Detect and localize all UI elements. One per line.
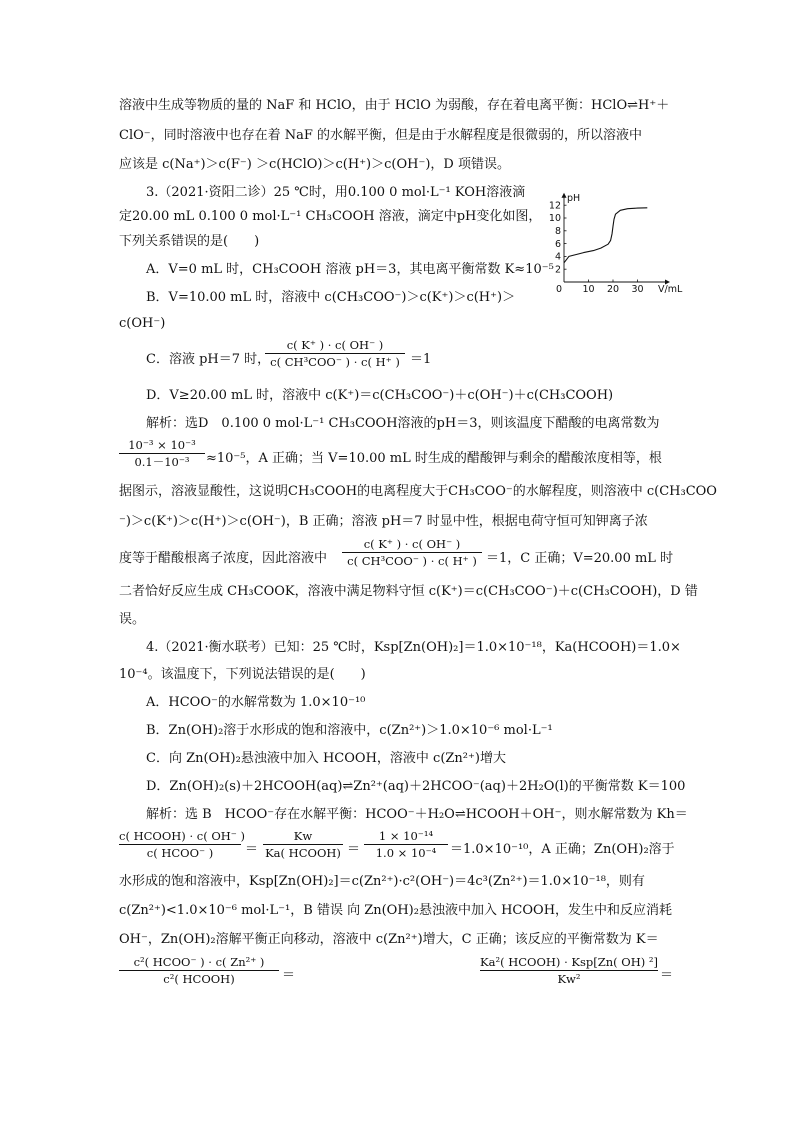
y-axis-label: pH: [567, 192, 581, 204]
y-axis-arrow: [562, 193, 567, 198]
option-b: B．V=10.00 mL 时，溶液中 c(CH₃COO⁻)＞c(K⁺)＞c(H⁺)＞: [146, 290, 516, 305]
text-line: ＝: [282, 968, 296, 983]
fraction-denominator: 0.1－10⁻³: [134, 455, 190, 469]
ph-titration-chart: [548, 188, 683, 296]
y-tick-label: 6: [554, 238, 561, 250]
fraction-numerator: 1 × 10⁻¹⁴: [378, 829, 434, 843]
y-tick-label: 10: [548, 213, 561, 225]
fraction: [342, 537, 482, 568]
fraction-denominator: 1.0 × 10⁻⁴: [375, 846, 437, 860]
fraction-numerator: Ka²( HCOOH) · Ksp[Zn( OH) ²]: [480, 955, 658, 969]
text-line: ⁻)＞c(K⁺)＞c(H⁺)＞c(OH⁻)，B 正确；溶液 pH＝7 时显中性，根据电荷守恒可知钾离子浓: [119, 514, 648, 529]
fraction-denominator: c²( HCOOH): [163, 972, 235, 986]
text-line: ＝1，C 正确；V=20.00 mL 时: [486, 551, 674, 566]
text-line: 度等于醋酸根离子浓度，因此溶液中: [119, 551, 328, 566]
text-line: 下列关系错误的是( ): [119, 234, 260, 249]
text-line: 10⁻⁴。该温度下，下列说法错误的是( ): [119, 667, 366, 682]
text-line: ＝1: [410, 352, 432, 367]
fraction: [119, 829, 246, 860]
y-tick-label: 8: [554, 226, 561, 237]
option-d: D．V≥20.00 mL 时，溶液中 c(K⁺)＝c(CH₃COO⁻)＋c(OH⁻)＋c(CH₃COOH): [146, 388, 614, 403]
fraction-denominator: Ka( HCOOH): [265, 846, 341, 860]
option-d: D．Zn(OH)₂(s)＋2HCOOH(aq)⇌Zn²⁺(aq)＋2HCOO⁻(aq)＋2H₂O(l)的平衡常数 K＝100: [146, 779, 686, 794]
x-axis-label: V/mL: [658, 284, 683, 295]
x-tick-label: 10: [582, 284, 595, 295]
fraction-denominator: c( HCOO⁻ ): [146, 846, 214, 860]
text-line: 应该是 c(Na⁺)＞c(F⁻) ＞c(HClO)＞c(H⁺)＞c(OH⁻)，D 项错误。: [119, 157, 510, 172]
fraction-denominator: Kw²: [557, 972, 581, 986]
fraction: [119, 438, 205, 469]
question-3-stem: 3.（2021·资阳二诊）25 ℃时，用0.100 0 mol·L⁻¹ KOH溶液滴: [146, 185, 526, 200]
text-line: ＝: [347, 842, 361, 857]
fraction-numerator: Kw: [293, 829, 313, 843]
text-line: OH⁻，Zn(OH)₂溶解平衡正向移动，溶液中 c(Zn²⁺)增大，C 正确；该反应的平衡常数为 K＝: [119, 932, 659, 947]
ph-curve: [564, 208, 647, 263]
option-c: C．溶液 pH＝7 时，: [146, 352, 271, 367]
x-tick-label: 30: [631, 284, 644, 295]
fraction-denominator: c( CH³COO⁻ ) · c( H⁺ ): [347, 554, 477, 568]
option-a: A．HCOO⁻的水解常数为 1.0×10⁻¹⁰: [146, 695, 366, 710]
option-c: C．向 Zn(OH)₂悬浊液中加入 HCOOH，溶液中 c(Zn²⁺)增大: [146, 751, 506, 766]
option-a: A．V=0 mL 时，CH₃COOH 溶液 pH＝3，其电离平衡常数 K≈10⁻⁵: [146, 262, 554, 277]
text-line: ＝1.0×10⁻¹⁰，A 正确；Zn(OH)₂溶于: [450, 842, 675, 857]
text-line: ＝: [245, 842, 259, 857]
analysis-text: 解析：选 B HCOO⁻存在水解平衡：HCOO⁻＋H₂O⇌HCOOH＋OH⁻，则水解常数为 Kh＝: [146, 807, 688, 822]
question-4-stem: 4.（2021·衡水联考）已知：25 ℃时，Ksp[Zn(OH)₂]＝1.0×10⁻¹⁸，Ka(HCOOH)＝1.0×: [146, 640, 681, 655]
fraction-numerator: 10⁻³ × 10⁻³: [128, 438, 196, 452]
analysis-text: 解析：选D 0.100 0 mol·L⁻¹ CH₃COOH溶液的pH＝3，则该温度下醋酸的电离常数为: [146, 416, 660, 431]
text-line: c(Zn²⁺)<1.0×10⁻⁶ mol·L⁻¹，B 错误 向 Zn(OH)₂悬浊液中加入 HCOOH，发生中和反应消耗: [119, 903, 673, 918]
fraction: [364, 829, 448, 860]
y-tick-label: 12: [548, 200, 561, 212]
fraction-numerator: c( K⁺ ) · c( OH⁻ ): [363, 537, 461, 551]
text-line: 二者恰好反应生成 CH₃COOK，溶液中满足物料守恒 c(K⁺)＝c(CH₃COO⁻)＋c(CH₃COOH)，D 错: [119, 584, 698, 599]
fraction: [265, 338, 405, 369]
fraction-numerator: c²( HCOO⁻ ) · c( Zn²⁺ ): [133, 955, 265, 969]
fraction: [263, 829, 343, 860]
fraction-numerator: c( HCOOH) · c( OH⁻ ): [119, 829, 246, 843]
fraction: [119, 955, 279, 986]
text-line: ＝: [660, 968, 674, 983]
fraction-denominator: c( CH³COO⁻ ) · c( H⁺ ): [270, 355, 400, 369]
y-tick-label: 2: [554, 264, 561, 276]
text-line: 水形成的饱和溶液中，Ksp[Zn(OH)₂]＝c(Zn²⁺)·c²(OH⁻)＝4c³(Zn²⁺)＝1.0×10⁻¹⁸，则有: [119, 874, 645, 889]
text-line: 定20.00 mL 0.100 0 mol·L⁻¹ CH₃COOH 溶液，滴定中pH变化如图，: [119, 209, 542, 224]
x-tick-label: 20: [606, 284, 620, 295]
text-line: ClO⁻，同时溶液中也存在着 NaF 的水解平衡，但是由于水解程度是很微弱的，所以溶液中: [119, 128, 643, 143]
text-line: ≈10⁻⁵，A 正确；当 V=10.00 mL 时生成的醋酸钾与剩余的醋酸浓度相等，根: [206, 451, 662, 466]
text-line: 误。: [119, 612, 146, 627]
x-tick-label: 0: [555, 284, 563, 295]
text-line: 据图示，溶液显酸性，这说明CH₃COOH的电离程度大于CH₃COO⁻的水解程度，则溶液中 c(CH₃COO: [119, 484, 717, 499]
fraction: [480, 955, 658, 986]
text-line: c(OH⁻): [119, 316, 166, 331]
fraction-numerator: c( K⁺ ) · c( OH⁻ ): [286, 338, 384, 352]
y-tick-label: 4: [554, 251, 561, 263]
option-b: B．Zn(OH)₂溶于水形成的饱和溶液中，c(Zn²⁺)＞1.0×10⁻⁶ mol·L⁻¹: [146, 723, 553, 738]
text-line: 溶液中生成等物质的量的 NaF 和 HClO，由于 HClO 为弱酸，存在着电离平衡：HClO⇌H⁺＋: [119, 98, 670, 113]
